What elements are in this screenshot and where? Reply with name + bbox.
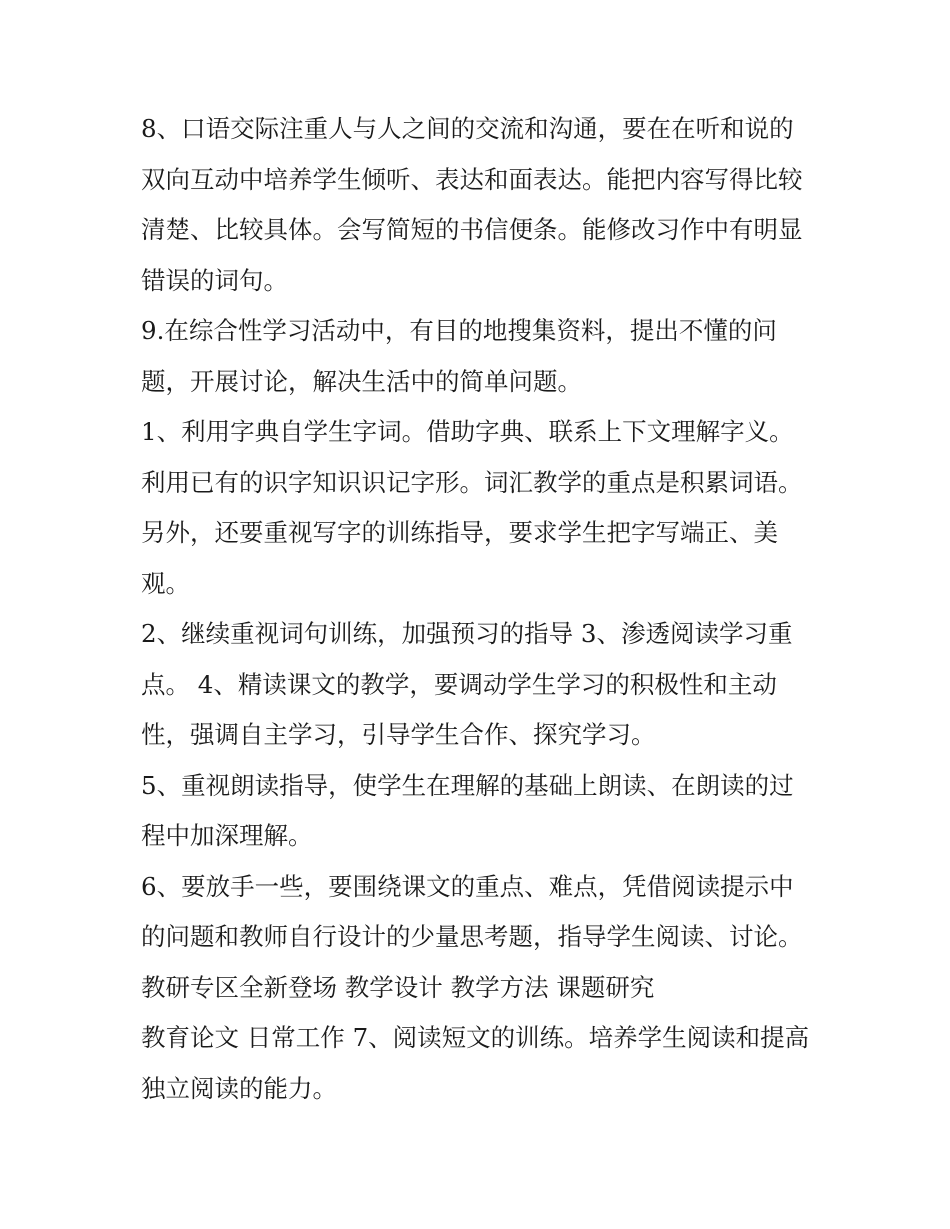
text-line: 教研专区全新登场 教学设计 教学方法 课题研究 xyxy=(141,972,655,1002)
text-line: 错误的词句。 xyxy=(141,265,288,295)
text-line: 题，开展讨论，解决生活中的简单问题。 xyxy=(141,366,582,396)
document-body xyxy=(141,104,831,1114)
text-line: 双向互动中培养学生倾听、表达和面表达。能把内容写得比较 xyxy=(141,164,803,194)
text-line: 2、继续重视词句训练，加强预习的指导 3、渗透阅读学习重 xyxy=(141,619,793,648)
text-line: 8、口语交际注重人与人之间的交流和沟通，要在在听和说的 xyxy=(141,114,794,143)
text-line: 的问题和教师自行设计的少量思考题，指导学生阅读、讨论。 xyxy=(141,922,803,951)
text-line: 5、重视朗读指导，使学生在理解的基础上朗读、在朗读的过 xyxy=(141,770,794,800)
text-line: 程中加深理解。 xyxy=(141,821,313,850)
text-line: 6、要放手一些，要围绕课文的重点、难点，凭借阅读提示中 xyxy=(141,871,794,901)
text-line: 教育论文 日常工作 7、阅读短文的训练。培养学生阅读和提高 xyxy=(141,1023,810,1052)
text-line: 独立阅读的能力。 xyxy=(141,1073,337,1103)
text-line: 另外，还要重视写字的训练指导，要求学生把字写端正、美 xyxy=(141,518,778,547)
text-line: 性，强调自主学习，引导学生合作、探究学习。 xyxy=(141,720,656,749)
text-line: 点。 4、精读课文的教学，要调动学生学习的积极性和主动 xyxy=(141,669,777,699)
text-line: 9.在综合性学习活动中，有目的地搜集资料，提出不懂的问 xyxy=(141,316,777,345)
text-line: 1、利用字典自学生字词。借助字典、联系上下文理解字义。 xyxy=(141,417,794,446)
text-line: 观。 xyxy=(141,568,190,598)
text-line: 利用已有的识字知识识记字形。词汇教学的重点是积累词语。 xyxy=(141,467,803,497)
text-line: 清楚、比较具体。会写简短的书信便条。能修改习作中有明显 xyxy=(141,215,803,244)
